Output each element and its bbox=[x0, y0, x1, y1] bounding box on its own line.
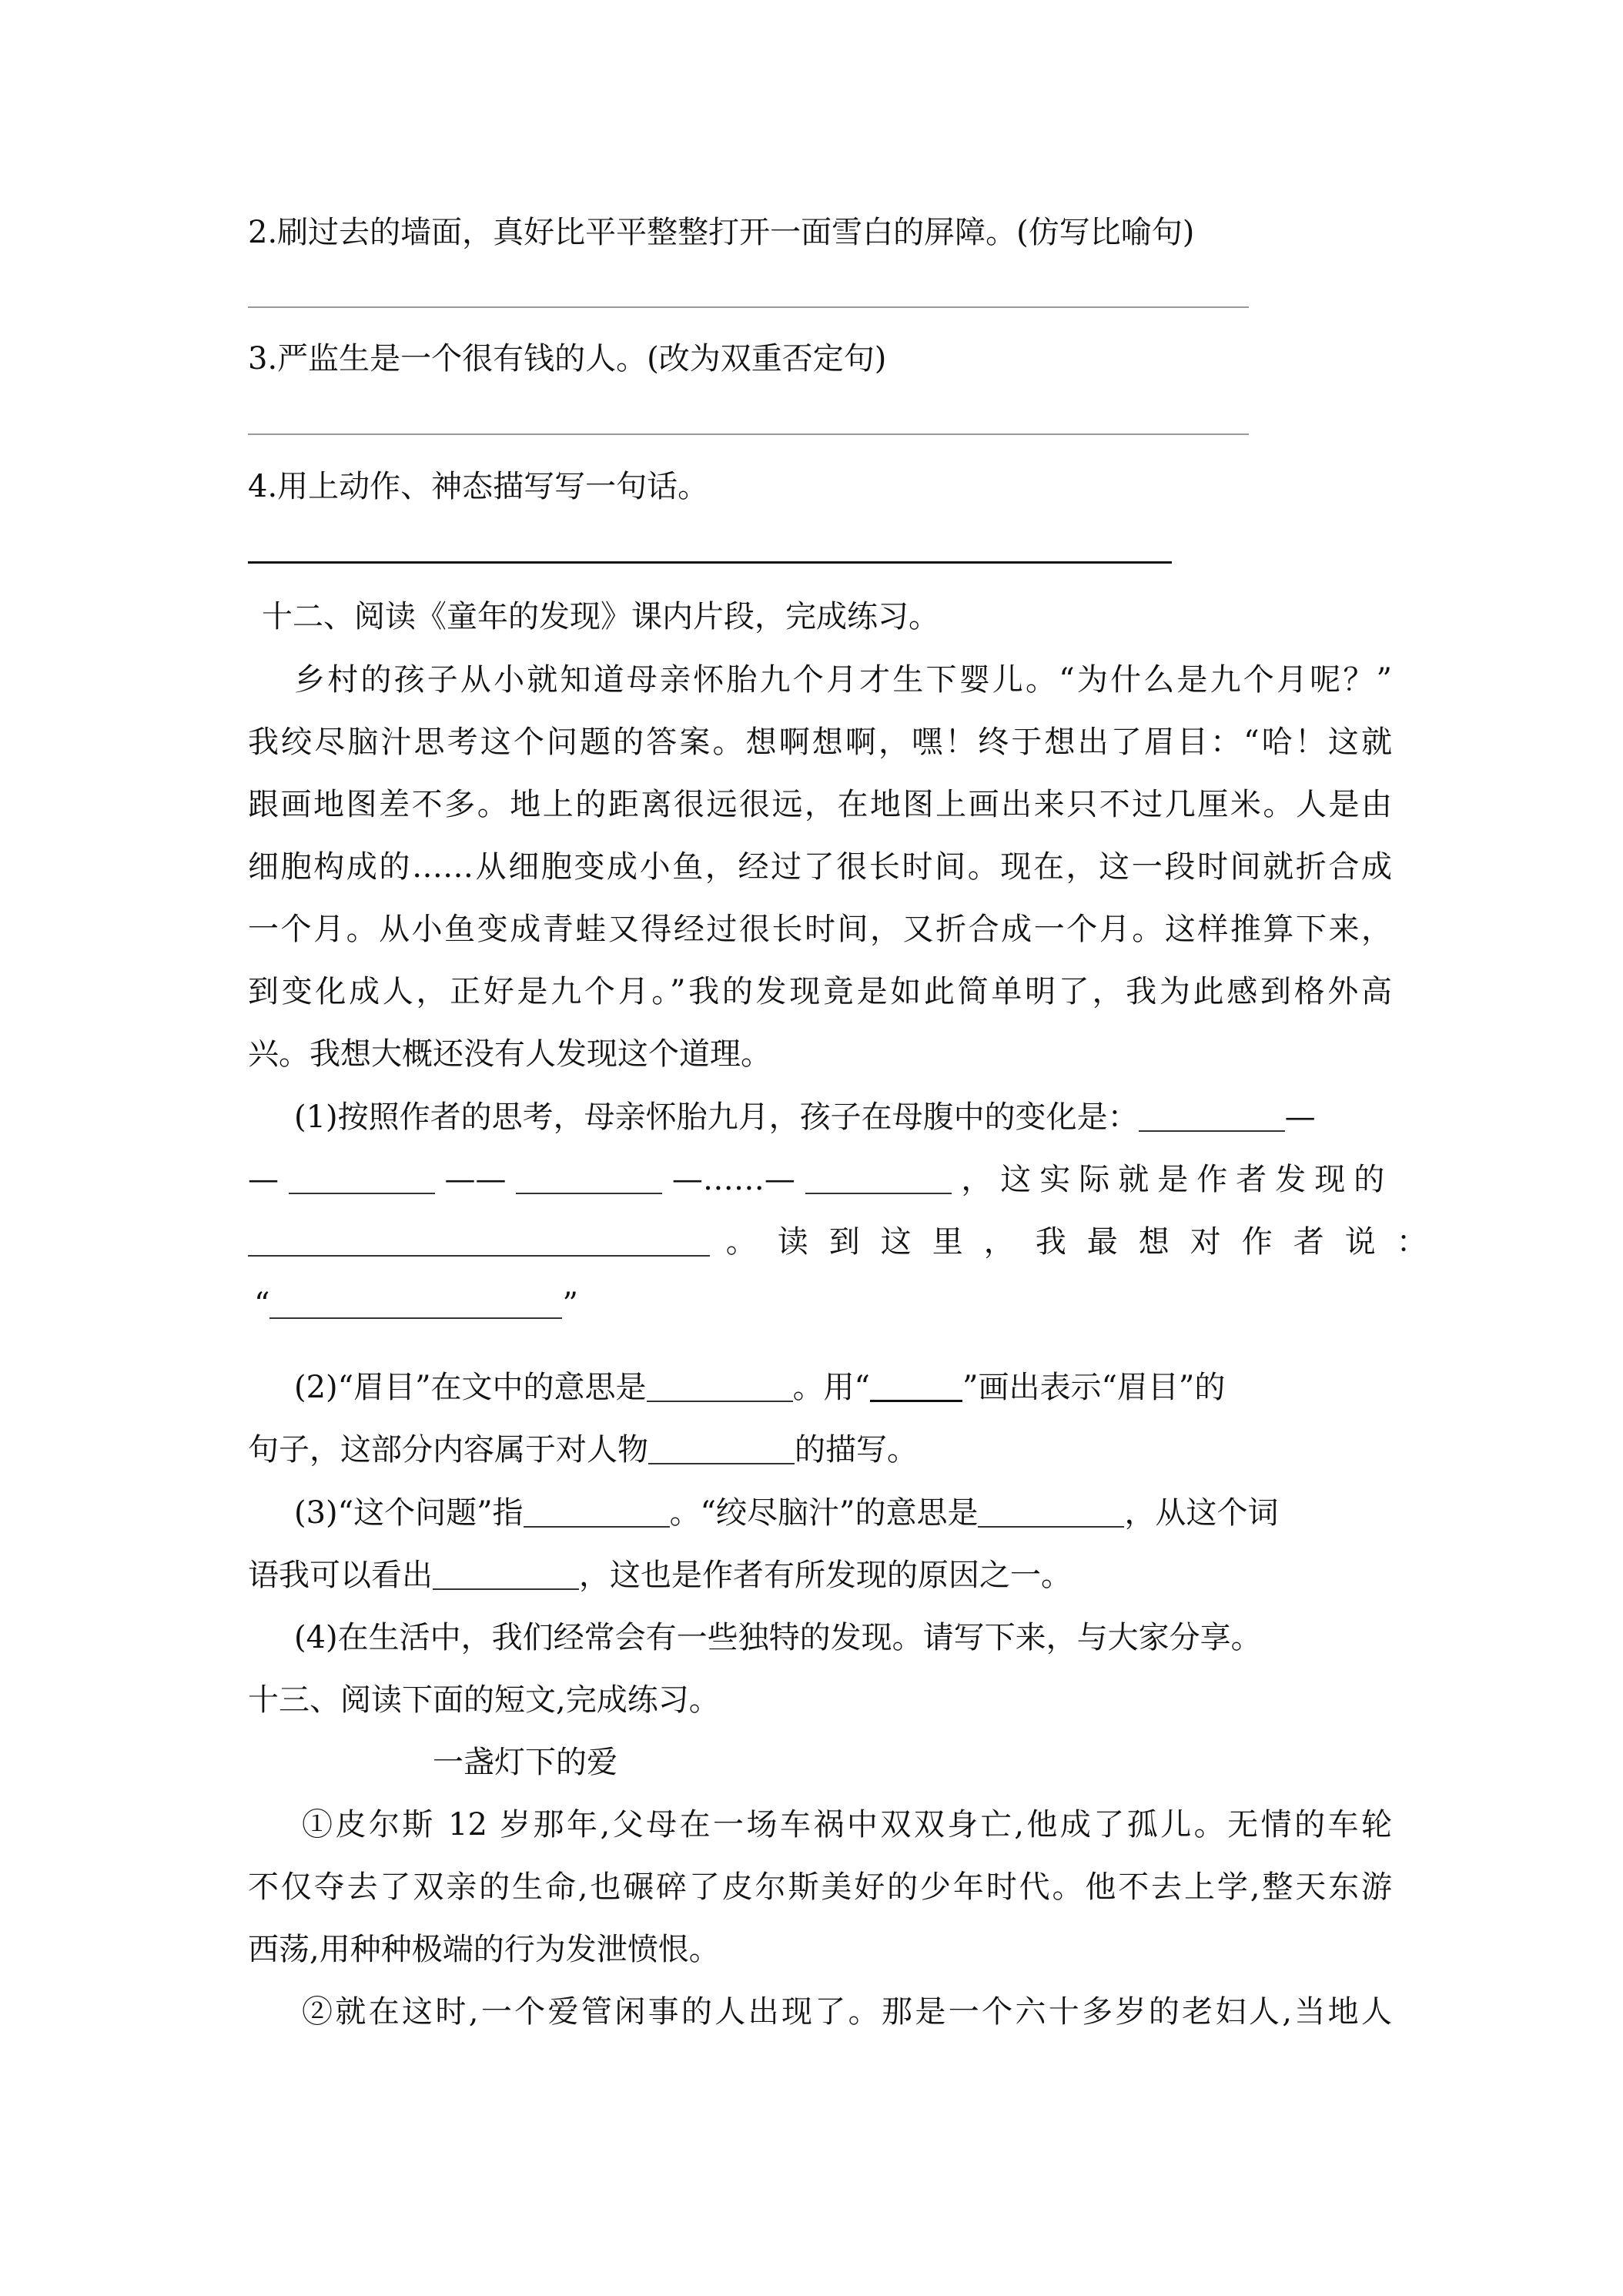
q3-text-3: ，从这个词 bbox=[1124, 1495, 1279, 1531]
q3-text-1: (3)“这个问题”指 bbox=[294, 1495, 524, 1531]
story-title: 一盏灯下的爱 bbox=[433, 1745, 617, 1780]
q2-text-3: ”画出表示“眉目”的 bbox=[962, 1370, 1226, 1405]
q2-blank-2[interactable] bbox=[648, 1435, 795, 1464]
q2-text-4: 句子，这部分内容属于对人物 bbox=[248, 1432, 648, 1468]
q1-line-1 bbox=[294, 1086, 1316, 1148]
q1-separator-2: —……— bbox=[671, 1162, 795, 1197]
q1-separator-1: —— bbox=[444, 1162, 507, 1197]
q3-text-5: ，这也是作者有所发现的原因之一。 bbox=[579, 1558, 1072, 1593]
section-13-heading: 十三、阅读下面的短文,完成练习。 bbox=[248, 1682, 720, 1718]
q1-blank-2[interactable] bbox=[289, 1165, 435, 1194]
q1-text-3: 。读到这里，我最想对作者说： bbox=[725, 1224, 1448, 1260]
q1-line-4 bbox=[254, 1274, 578, 1335]
q3-line-2 bbox=[248, 1545, 1072, 1606]
q1-close-quote: ” bbox=[562, 1287, 578, 1322]
q1-text-2: ，这实际就是作者发现的 bbox=[961, 1162, 1394, 1197]
question-4-prompt: 4.用上动作、神态描写写一句话。 bbox=[248, 469, 709, 504]
answer-line-q3[interactable] bbox=[248, 433, 1249, 435]
passage-line: 我绞尽脑汁思考这个问题的答案。想啊想啊，嘿！终于想出了眉目：“哈！这就 bbox=[248, 725, 1392, 760]
q1-line-3 bbox=[248, 1211, 1448, 1273]
answer-line-q2[interactable] bbox=[248, 306, 1249, 308]
q1-dash: — bbox=[1284, 1099, 1316, 1135]
q4-prompt: (4)在生活中，我们经常会有一些独特的发现。请写下来，与大家分享。 bbox=[294, 1620, 1262, 1655]
passage-line: 一个月。从小鱼变成青蛙又得经过很长时间，又折合成一个月。这样推算下来， bbox=[248, 912, 1392, 947]
q1-blank-1[interactable] bbox=[1139, 1103, 1285, 1132]
story-line: 西荡,用种种极端的行为发泄愤恨。 bbox=[248, 1932, 720, 1967]
passage-line: 到变化成人，正好是九个月。”我的发现竟是如此简单明了，我为此感到格外高 bbox=[248, 974, 1392, 1009]
q1-blank-3[interactable] bbox=[516, 1165, 662, 1194]
passage-line: 跟画地图差不多。地上的距离很远很远，在地图上画出来只不过几厘米。人是由 bbox=[248, 787, 1392, 822]
q1-open-quote: “ bbox=[254, 1287, 270, 1322]
q3-blank-3[interactable] bbox=[433, 1561, 579, 1590]
q2-text-1: (2)“眉目”在文中的意思是 bbox=[294, 1370, 647, 1405]
q1-blank-4[interactable] bbox=[805, 1165, 952, 1194]
passage-line: 兴。我想大概还没有人发现这个道理。 bbox=[248, 1036, 771, 1072]
question-3-prompt: 3.严监生是一个很有钱的人。(改为双重否定句) bbox=[248, 341, 887, 377]
q1-blank-5[interactable] bbox=[248, 1227, 710, 1257]
q3-blank-2[interactable] bbox=[978, 1498, 1124, 1528]
story-line: ①皮尔斯 12 岁那年,父母在一场车祸中双双身亡,他成了孤儿。无情的车轮 bbox=[302, 1807, 1392, 1842]
q2-blank-1[interactable] bbox=[647, 1373, 793, 1402]
q3-text-4: 语我可以看出 bbox=[248, 1558, 433, 1593]
q2-text-2: 。用“ bbox=[792, 1370, 871, 1405]
q3-text-2: 。“绞尽脑汁”的意思是 bbox=[669, 1495, 979, 1531]
question-2-prompt: 2.刷过去的墙面，真好比平平整整打开一面雪白的屏障。(仿写比喻句) bbox=[248, 215, 1195, 250]
passage-line: 乡村的孩子从小就知道母亲怀胎九个月才生下婴儿。“为什么是九个月呢？” bbox=[294, 662, 1392, 698]
q3-line-1 bbox=[294, 1482, 1278, 1544]
q3-blank-1[interactable] bbox=[524, 1498, 670, 1528]
q2-text-5: 的描写。 bbox=[795, 1432, 918, 1468]
story-line: ②就在这时,一个爱管闲事的人出现了。那是一个六十多岁的老妇人,当地人 bbox=[302, 1994, 1392, 2030]
answer-line-q4[interactable] bbox=[248, 561, 1172, 564]
q2-line-1 bbox=[294, 1357, 1225, 1418]
passage-line: 细胞构成的……从细胞变成小鱼，经过了很长时间。现在，这一段时间就折合成 bbox=[248, 849, 1392, 885]
q1-prompt: (1)按照作者的思考，母亲怀胎九月，孩子在母腹中的变化是： bbox=[294, 1099, 1139, 1135]
q2-underline-sample bbox=[870, 1372, 962, 1402]
section-12-heading: 十二、阅读《童年的发现》课内片段，完成练习。 bbox=[262, 599, 939, 634]
q1-blank-6[interactable] bbox=[269, 1290, 562, 1319]
q1-dash-2: — bbox=[248, 1162, 279, 1197]
story-line: 不仅夺去了双亲的生命,也碾碎了皮尔斯美好的少年时代。他不去上学,整天东游 bbox=[248, 1869, 1392, 1905]
q1-line-2 bbox=[248, 1149, 1393, 1210]
q2-line-2 bbox=[248, 1419, 918, 1481]
